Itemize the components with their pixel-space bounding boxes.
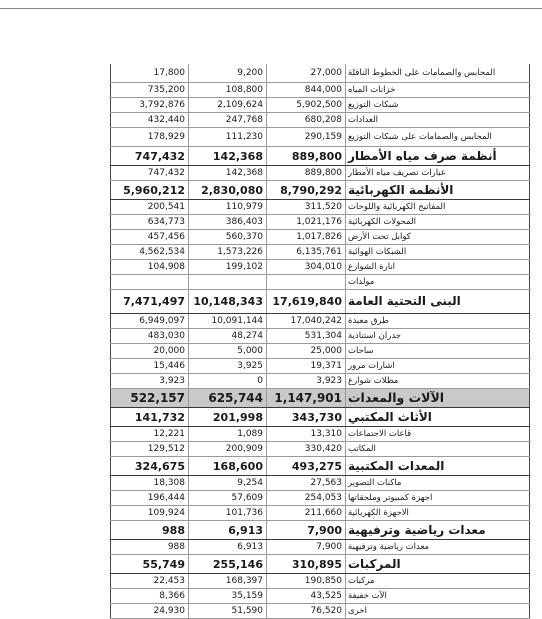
value-remaining: 12,221	[110, 427, 188, 441]
category-row	[110, 147, 530, 166]
table-row	[110, 491, 530, 506]
row-label: المحابس والصمامات على شبكات التوزيع	[345, 128, 530, 146]
table-row	[110, 506, 530, 521]
value-remaining: 4,562,534	[110, 245, 188, 259]
value-depreciation: 560,370	[188, 230, 266, 244]
row-label: الأثاث المكتبي	[345, 408, 530, 426]
value-remaining: 747,432	[110, 147, 188, 165]
table-row	[110, 427, 530, 442]
row-label: معدات رياضية وترفيهية	[345, 521, 530, 539]
value-remaining: 196,444	[110, 491, 188, 505]
table-row	[110, 574, 530, 589]
value-cost: 310,895	[266, 555, 345, 573]
value-remaining	[110, 275, 188, 289]
category-row	[110, 181, 530, 200]
value-cost: 311,520	[266, 200, 345, 214]
value-depreciation: 101,736	[188, 506, 266, 520]
row-label: انارة الشوارع	[345, 260, 530, 274]
row-label: مركبات	[345, 574, 530, 588]
value-depreciation: 108,800	[188, 83, 266, 97]
value-cost: 1,021,176	[266, 215, 345, 229]
row-label: الشبكات الهوائية	[345, 245, 530, 259]
row-label: معدات رياضية وترفيهية	[345, 540, 530, 554]
row-label: اجهزة كمبيوتر وملحقاتها	[345, 491, 530, 505]
value-remaining: 6,949,097	[110, 314, 188, 328]
value-depreciation: 35,159	[188, 589, 266, 603]
row-label: طرق معبدة	[345, 314, 530, 328]
value-depreciation	[188, 275, 266, 289]
row-label: المعدات المكتبية	[345, 457, 530, 475]
value-cost: 19,371	[266, 359, 345, 373]
value-cost: 493,275	[266, 457, 345, 475]
row-label: كوابل تحت الأرض	[345, 230, 530, 244]
table-row	[110, 329, 530, 344]
value-depreciation: 168,600	[188, 457, 266, 475]
table-row	[110, 589, 530, 604]
table-row	[110, 476, 530, 491]
value-remaining: 15,446	[110, 359, 188, 373]
row-label: الآلات والمعدات	[345, 389, 530, 407]
value-cost: 3,923	[266, 374, 345, 388]
value-remaining: 141,732	[110, 408, 188, 426]
category-row	[110, 457, 530, 476]
value-cost: 7,900	[266, 540, 345, 554]
table-row	[110, 442, 530, 457]
financial-table	[110, 64, 530, 619]
value-cost: 190,850	[266, 574, 345, 588]
value-remaining: 747,432	[110, 166, 188, 180]
row-label: المفاتيح الكهربائية واللوحات	[345, 200, 530, 214]
table-row	[110, 128, 530, 147]
value-remaining: 18,308	[110, 476, 188, 490]
row-label: اشارات مرور	[345, 359, 530, 373]
value-depreciation: 48,274	[188, 329, 266, 343]
value-remaining: 988	[110, 540, 188, 554]
value-cost: 290,159	[266, 128, 345, 146]
value-cost: 254,053	[266, 491, 345, 505]
row-label: الآت خفيفة	[345, 589, 530, 603]
value-cost: 330,420	[266, 442, 345, 456]
value-cost: 211,660	[266, 506, 345, 520]
row-label: قاعات الاجتماعات	[345, 427, 530, 441]
row-label: ماكنات التصوير	[345, 476, 530, 490]
value-remaining: 988	[110, 521, 188, 539]
value-remaining: 3,923	[110, 374, 188, 388]
table-row	[110, 374, 530, 389]
category-row	[110, 555, 530, 574]
value-cost: 304,010	[266, 260, 345, 274]
value-cost: 7,900	[266, 521, 345, 539]
row-label: عبارات تصريف مياه الأمطار	[345, 166, 530, 180]
value-cost: 889,800	[266, 166, 345, 180]
table-row	[110, 260, 530, 275]
table-row	[110, 230, 530, 245]
value-depreciation: 3,925	[188, 359, 266, 373]
value-depreciation: 2,830,080	[188, 181, 266, 199]
table-row	[110, 83, 530, 98]
value-remaining: 324,675	[110, 457, 188, 475]
row-label: الأنظمة الكهربائية	[345, 181, 530, 199]
value-depreciation: 386,403	[188, 215, 266, 229]
row-label: خزانات المياه	[345, 83, 530, 97]
value-cost	[266, 275, 345, 289]
row-label: البنى التحتية العامة	[345, 290, 530, 313]
value-depreciation: 110,979	[188, 200, 266, 214]
row-label: مولدات	[345, 275, 530, 289]
value-depreciation: 9,200	[188, 64, 266, 82]
value-remaining: 3,792,876	[110, 98, 188, 112]
value-remaining: 22,453	[110, 574, 188, 588]
table-row	[110, 314, 530, 329]
value-cost: 43,525	[266, 589, 345, 603]
row-label: المحابس والصمامات على الخطوط الناقلة	[345, 64, 530, 82]
table-row	[110, 275, 530, 290]
value-cost: 25,000	[266, 344, 345, 358]
value-depreciation: 199,102	[188, 260, 266, 274]
value-remaining: 109,924	[110, 506, 188, 520]
value-depreciation: 10,091,144	[188, 314, 266, 328]
top-rule	[0, 8, 542, 9]
table-row	[110, 166, 530, 181]
value-depreciation: 111,230	[188, 128, 266, 146]
table-row	[110, 540, 530, 555]
row-label: جدران استنادية	[345, 329, 530, 343]
value-depreciation: 1,573,226	[188, 245, 266, 259]
value-remaining: 483,030	[110, 329, 188, 343]
row-label: المحولات الكهربائية	[345, 215, 530, 229]
value-depreciation: 2,109,624	[188, 98, 266, 112]
value-cost: 17,619,840	[266, 290, 345, 313]
value-depreciation: 142,368	[188, 147, 266, 165]
value-cost: 76,520	[266, 604, 345, 618]
value-depreciation: 10,148,343	[188, 290, 266, 313]
value-remaining: 522,157	[110, 389, 188, 407]
value-remaining: 5,960,212	[110, 181, 188, 199]
row-label: العدادات	[345, 113, 530, 127]
value-remaining: 20,000	[110, 344, 188, 358]
value-remaining: 432,440	[110, 113, 188, 127]
value-depreciation: 6,913	[188, 521, 266, 539]
table-row	[110, 113, 530, 128]
section-total-row	[110, 389, 530, 408]
value-cost: 27,563	[266, 476, 345, 490]
value-depreciation: 255,146	[188, 555, 266, 573]
value-depreciation: 5,000	[188, 344, 266, 358]
table-row	[110, 604, 530, 619]
table-row	[110, 359, 530, 374]
value-depreciation: 9,254	[188, 476, 266, 490]
value-cost: 17,040,242	[266, 314, 345, 328]
value-depreciation: 51,590	[188, 604, 266, 618]
value-cost: 343,730	[266, 408, 345, 426]
row-label: أنظمة صرف مياه الأمطار	[345, 147, 530, 165]
value-depreciation: 200,909	[188, 442, 266, 456]
value-cost: 8,790,292	[266, 181, 345, 199]
value-depreciation: 57,609	[188, 491, 266, 505]
row-label: المركبات	[345, 555, 530, 573]
value-remaining: 24,930	[110, 604, 188, 618]
value-remaining: 457,456	[110, 230, 188, 244]
row-label: المكاتب	[345, 442, 530, 456]
value-cost: 1,017,826	[266, 230, 345, 244]
value-cost: 27,000	[266, 64, 345, 82]
value-depreciation: 625,744	[188, 389, 266, 407]
value-remaining: 129,512	[110, 442, 188, 456]
table-row	[110, 98, 530, 113]
table-row	[110, 215, 530, 230]
table-row	[110, 64, 530, 83]
row-label: شبكات التوزيع	[345, 98, 530, 112]
value-remaining: 55,749	[110, 555, 188, 573]
category-row	[110, 290, 530, 314]
value-depreciation: 6,913	[188, 540, 266, 554]
value-cost: 531,304	[266, 329, 345, 343]
value-cost: 889,800	[266, 147, 345, 165]
value-cost: 6,135,761	[266, 245, 345, 259]
row-label: الاجهزة الكهربائية	[345, 506, 530, 520]
value-remaining: 200,541	[110, 200, 188, 214]
value-remaining: 178,929	[110, 128, 188, 146]
value-remaining: 17,800	[110, 64, 188, 82]
table-row	[110, 344, 530, 359]
value-cost: 13,310	[266, 427, 345, 441]
value-cost: 844,000	[266, 83, 345, 97]
table-row	[110, 245, 530, 260]
category-row	[110, 521, 530, 540]
category-row	[110, 408, 530, 427]
value-depreciation: 201,998	[188, 408, 266, 426]
table-row	[110, 200, 530, 215]
value-remaining: 8,366	[110, 589, 188, 603]
row-label: مظلات شوارع	[345, 374, 530, 388]
value-depreciation: 1,089	[188, 427, 266, 441]
value-depreciation: 168,397	[188, 574, 266, 588]
value-depreciation: 247,768	[188, 113, 266, 127]
row-label: اخرى	[345, 604, 530, 618]
value-cost: 680,208	[266, 113, 345, 127]
value-depreciation: 142,368	[188, 166, 266, 180]
value-cost: 5,902,500	[266, 98, 345, 112]
value-remaining: 104,908	[110, 260, 188, 274]
value-cost: 1,147,901	[266, 389, 345, 407]
row-label: ساحات	[345, 344, 530, 358]
value-depreciation: 0	[188, 374, 266, 388]
value-remaining: 634,773	[110, 215, 188, 229]
value-remaining: 7,471,497	[110, 290, 188, 313]
value-remaining: 735,200	[110, 83, 188, 97]
